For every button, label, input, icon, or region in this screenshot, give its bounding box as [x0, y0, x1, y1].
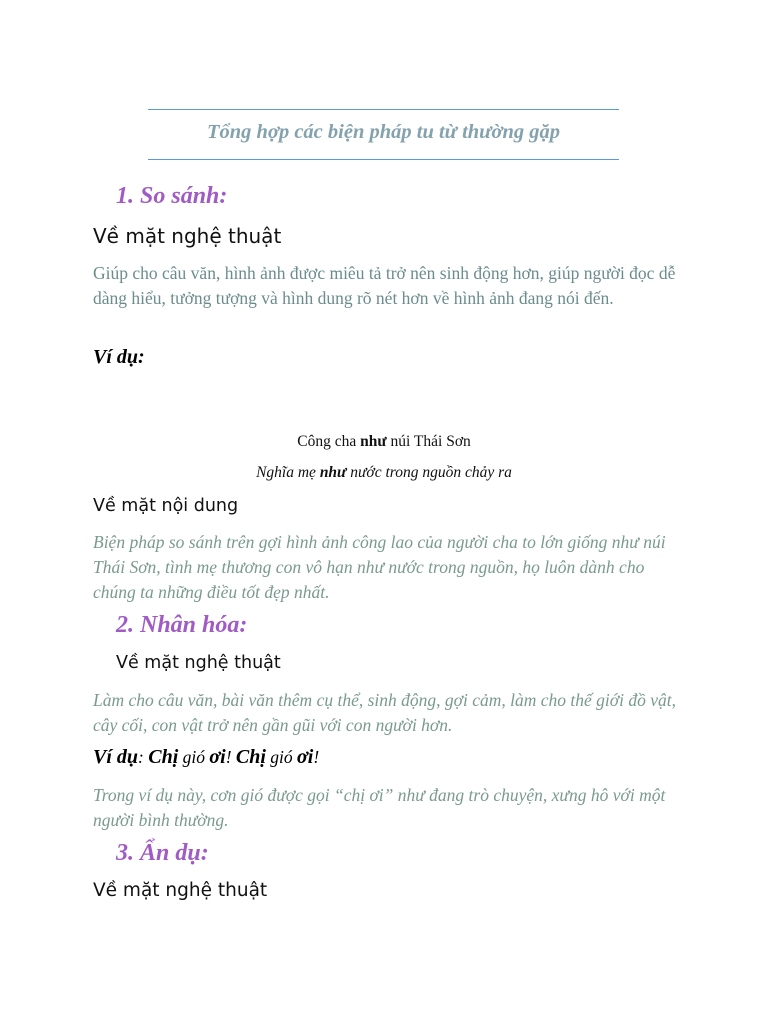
poem-line-2: Nghĩa mẹ như nước trong nguồn chảy ra — [256, 464, 512, 481]
heading-an-du: 3. Ẩn dụ: — [116, 840, 209, 866]
paragraph-art: Giúp cho câu văn, hình ảnh được miêu tả trở nên sinh động hơn, giúp người đọc dễ dàng hiểu, tưởng tượng và hình dung rõ nét hơn về hình ảnh đang nói đến. — [93, 263, 676, 308]
title-top-rule — [148, 109, 619, 110]
heading-nhan-hoa: 2. Nhân hóa: — [116, 612, 248, 638]
poem-line-1: Công cha như núi Thái Sơn — [297, 433, 471, 450]
paragraph-explain-2: Trong ví dụ này, cơn gió được gọi “chị ơi” như đang trò chuyện, xưng hô với một người bình thường. — [93, 785, 666, 830]
paragraph-content: Biện pháp so sánh trên gợi hình ảnh công lao của người cha to lớn giống như núi Thái Sơn, tình mẹ thương con vô hạn như nước trong nguồn, họ luôn dành cho chúng ta những điều tốt đẹp nhất. — [93, 532, 666, 602]
subheading-art-3: Về mặt nghệ thuật — [93, 880, 268, 901]
example-line-2: Ví dụ: Chị gió ơi! Chị gió ơi! — [93, 746, 320, 768]
subheading-art-2: Về mặt nghệ thuật — [116, 653, 281, 673]
heading-so-sanh: 1. So sánh: — [116, 183, 228, 209]
example-label: Ví dụ: — [93, 346, 145, 368]
subheading-content: Về mặt nội dung — [93, 496, 239, 516]
paragraph-art-2: Làm cho câu văn, bài văn thêm cụ thể, sinh động, gợi cảm, làm cho thế giới đồ vật, cây cối, con vật trở nên gần gũi với con người hơn. — [93, 690, 676, 735]
subheading-art: Về mặt nghệ thuật — [93, 224, 282, 248]
title-bottom-rule — [148, 159, 619, 160]
page-title: Tổng hợp các biện pháp tu từ thường gặp — [207, 121, 560, 143]
